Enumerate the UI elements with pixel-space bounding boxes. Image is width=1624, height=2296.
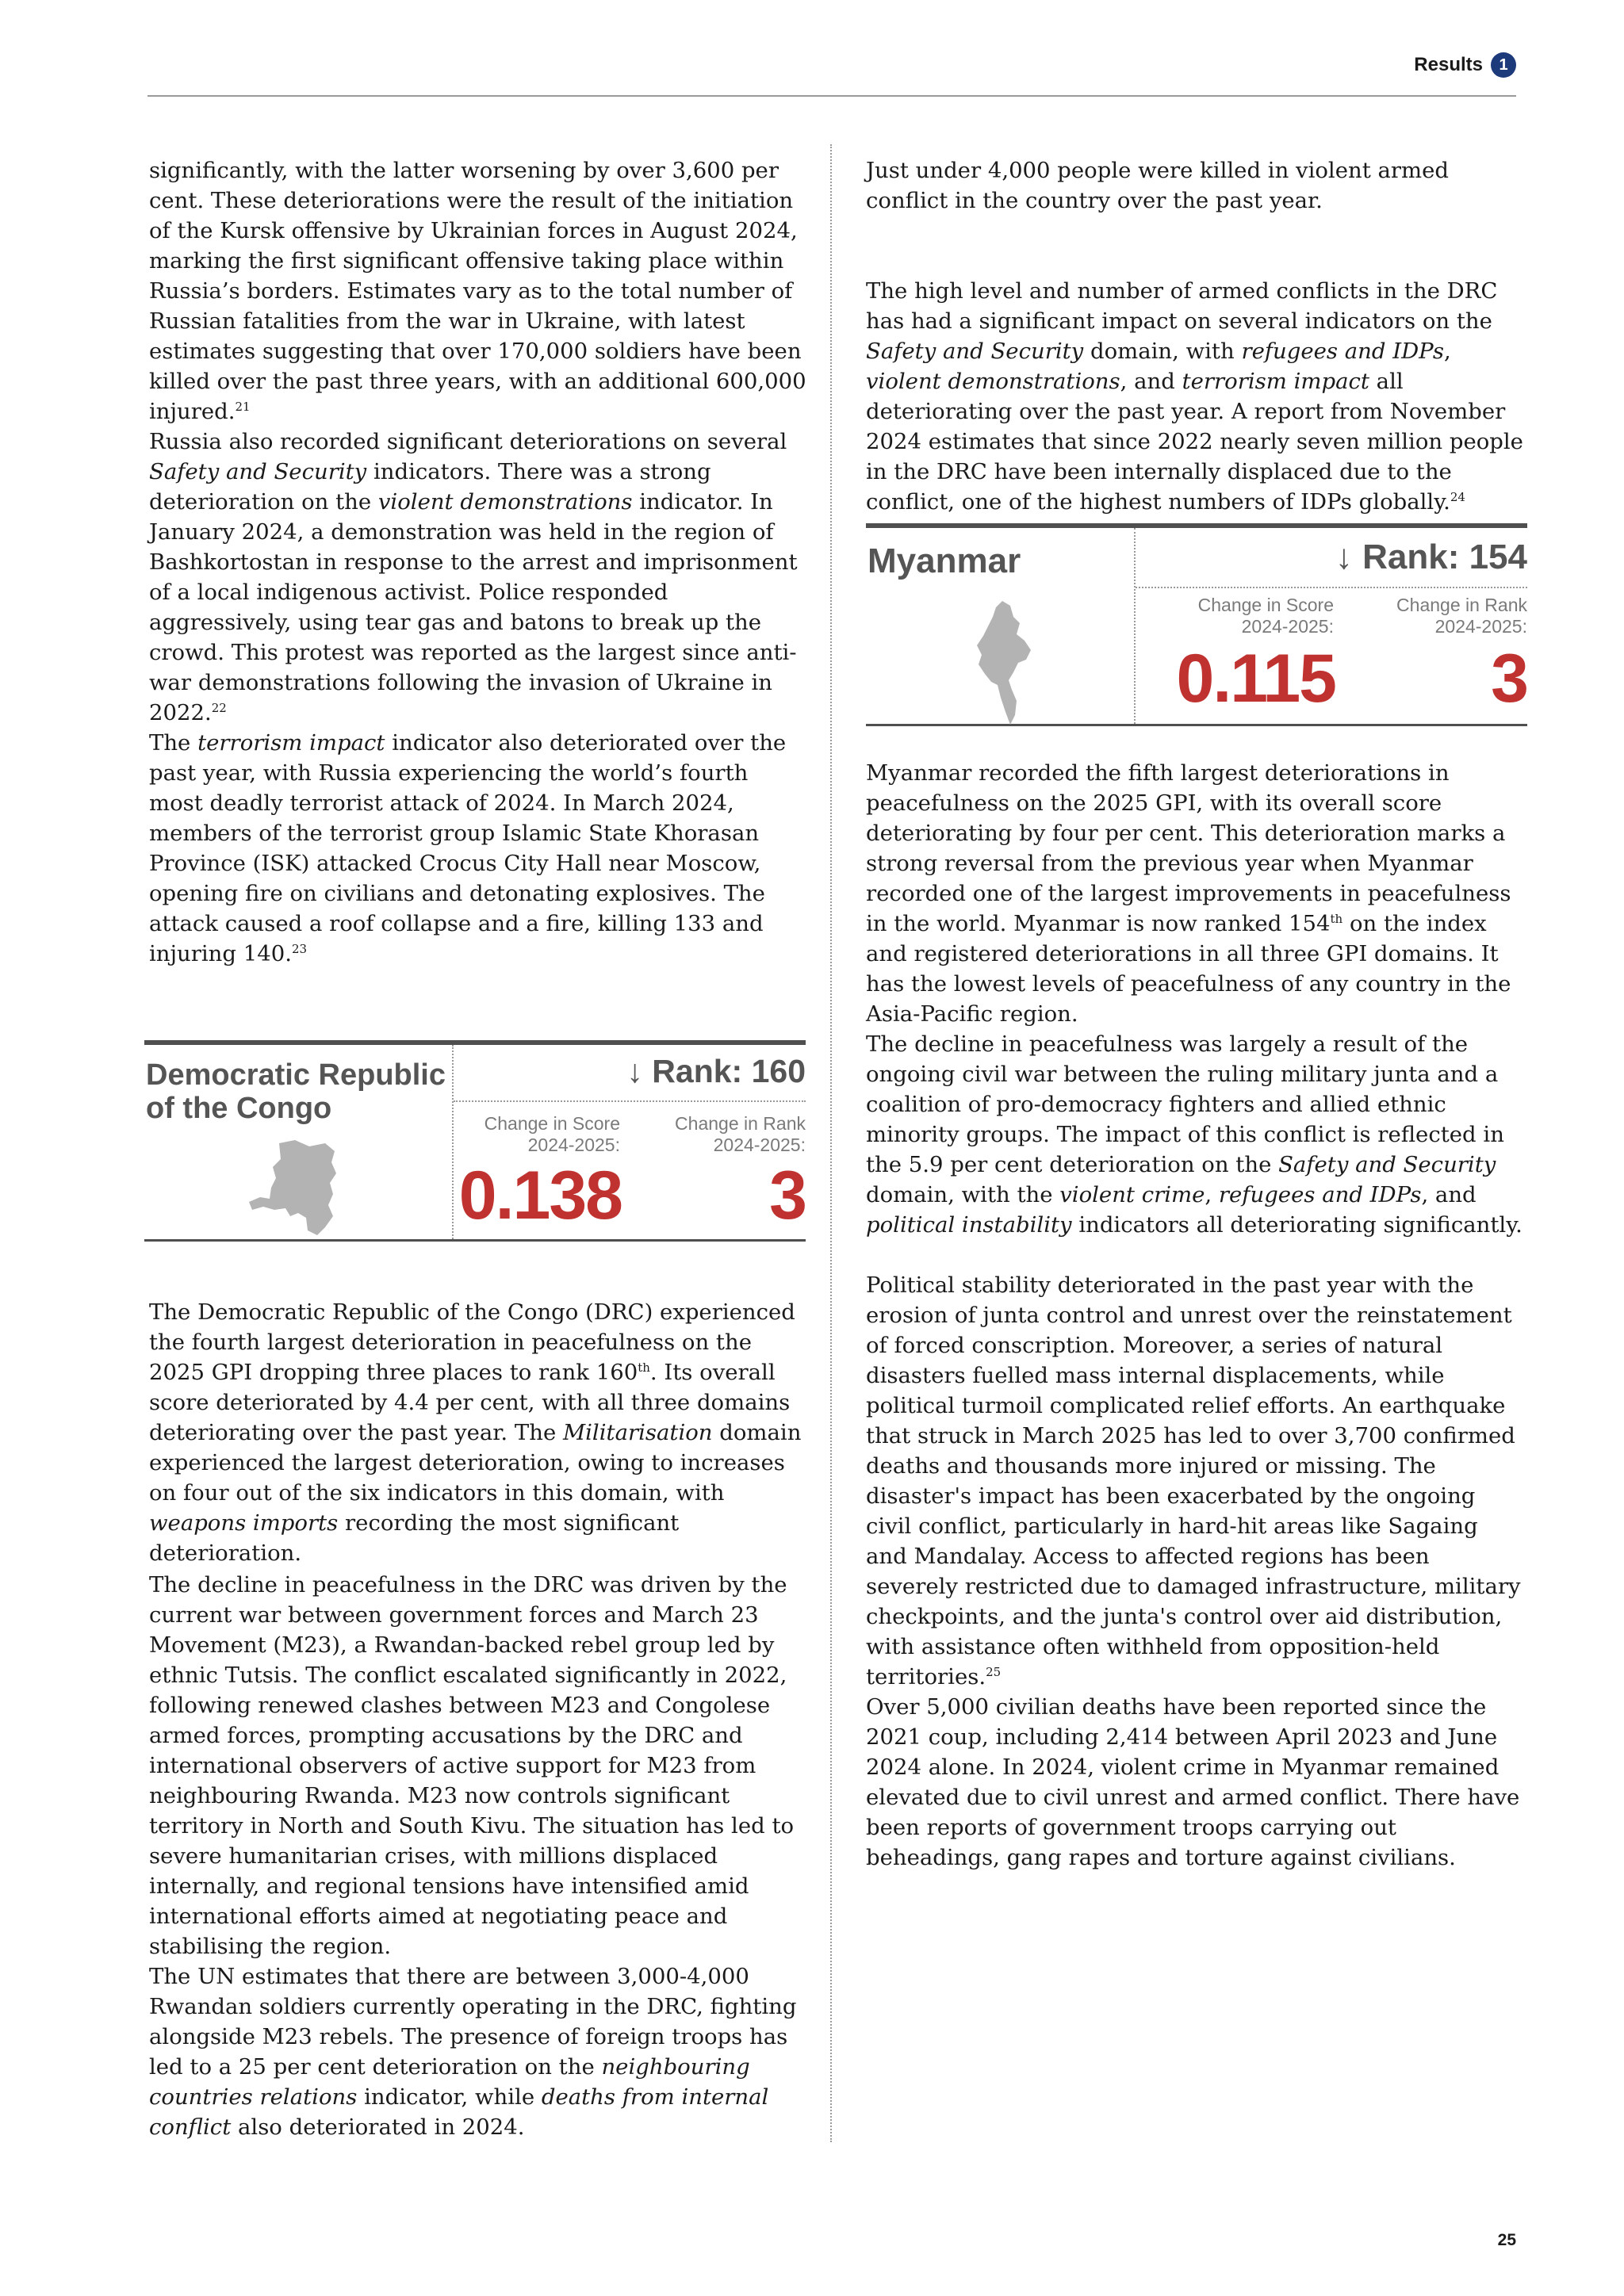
- paragraph-drc-overview: The Democratic Republic of the Congo (DRC) experienced the fourth largest deterioration in peacefulness on the 2025 GPI dropping three places to rank 160th. Its overall score deteriorated by 4.4 per cent, with all three domains deteriorating over the past year. The Militarisation domain experienced the largest deterioration, owing to increases on four out of the six indicators in this domain, with weapons imports recording the most significant deterioration.: [149, 1299, 802, 1566]
- drc-map-icon: [247, 1138, 343, 1237]
- score-change-value: 0.138: [458, 1158, 622, 1234]
- card-country-name: Democratic Republic of the Congo: [146, 1058, 446, 1125]
- section-label: Results: [1414, 54, 1483, 75]
- paragraph-myanmar-civilian-deaths: Over 5,000 civilian deaths have been reported since the 2021 coup, including 2,414 between April 2023 and June 2024 alone. In 2024, violent crime in Myanmar remained elevated due to civil unrest and armed conflict. There have been reports of government troops carrying out beheadings, gang rapes and torture against civilians.: [866, 1694, 1520, 1870]
- paragraph-myanmar-civil-war: The decline in peacefulness was largely a result of the ongoing civil war between the ruling military junta and a coalition of pro-democracy fighters and allied ethnic minority groups. The impact of this conflict is reflected in the 5.9 per cent deterioration on the Safety and Security domain, with the violent crime, refugees and IDPs, and political instability indicators all deteriorating significantly.: [866, 1031, 1522, 1238]
- paragraph-myanmar-overview: Myanmar recorded the fifth largest deteriorations in peacefulness on the 2025 GPI, with its overall score deteriorating by four per cent. This deterioration marks a strong reversal from the previous year when Myanmar recorded one of the largest improvements in peacefulness in the world. Myanmar is now ranked 154th on the index and registered deteriorations in all three GPI domains. It has the lowest levels of peacefulness of any country in the Asia-Pacific region.: [866, 760, 1511, 1027]
- column-divider: [830, 144, 832, 2142]
- page-number: 25: [1497, 2231, 1516, 2249]
- rank-change-value: 3: [769, 1158, 806, 1234]
- myanmar-map-icon: [974, 599, 1034, 726]
- card-rank: ↓ Rank: 154: [1335, 538, 1527, 576]
- paragraph-drc-m23: The decline in peacefulness in the DRC was driven by the current war between government forces and March 23 Movement (M23), a Rwandan-backed rebel group led by ethnic Tutsis. The conflict escalated significantly in 2022, following renewed clashes between M23 and Congolese armed forces, prompting accusations by the DRC and international observers of active support for M23 from neighbouring Rwanda. M23 now controls significant territory in North and South Kivu. The situation has led to severe humanitarian crises, with millions displaced internally, and regional tensions have intensified amid international efforts aimed at negotiating peace and stabilising the region.: [149, 1572, 795, 1959]
- paragraph-russia-terrorism: The terrorism impact indicator also deteriorated over the past year, with Russia experiencing the world’s fourth most deadly terrorist attack of 2024. In March 2024, members of the terrorist group Islamic State Khorasan Province (ISK) attacked Crocus City Hall near Moscow, opening fire on civilians and detonating explosives. The attack caused a roof collapse and a fire, killing 133 and injuring 140.23: [149, 730, 787, 966]
- page-header: [147, 49, 1516, 97]
- paragraph-myanmar-earthquake: Political stability deteriorated in the past year with the erosion of junta control and unrest over the reinstatement of forced conscription. Moreover, a series of natural disasters fuelled mass internal displacements, while political turmoil complicated relief efforts. An earthquake that struck in March 2025 has led to over 3,700 confirmed deaths and thousands more injured or missing. The disaster's impact has been exacerbated by the ongoing civil conflict, particularly in hard-hit areas like Sagaing and Mandalay. Access to affected regions has been severely restricted due to damaged infrastructure, military checkpoints, and the junta's control over aid distribution, with assistance often withheld from opposition-held territories.$^{25}$: [866, 1272, 1521, 1689]
- country-card-myanmar: [866, 523, 1527, 726]
- score-change-label: Change in Score 2024-2025:: [1197, 595, 1334, 637]
- paragraph-drc-safety: The high level and number of armed conflicts in the DRC has had a significant impact on several indicators on the Safety and Security domain, with refugees and IDPs, violent demonstrations, and terrorism impact all deteriorating over the past year. A report from November 2024 estimates that since 2022 nearly seven million people in the DRC have been internally displaced due to the conflict, one of the highest numbers of IDPs globally.$^{24}$: [866, 278, 1523, 515]
- paragraph-russia-demonstrations: Russia also recorded significant deteriorations on several Safety and Security indicators. There was a strong deterioration on the violent demonstrations indicator. In January 2024, a demonstration was held in the region of Bashkortostan in response to the arrest and imprisonment of a local indigenous activist. Police responded aggressively, using tear gas and batons to break up the crowd. This protest was reported as the largest since anti-war demonstrations following the invasion of Ukraine in 2022.22: [149, 429, 798, 725]
- paragraph-russia-fatalities: significantly, with the latter worsening by over 3,600 per cent. These deteriorations were the result of the initiation of the Kursk offensive by Ukrainian forces in August 2024, marking the first significant offensive taking place within Russia’s borders. Estimates vary as to the total number of Russian fatalities from the war in Ukraine, with latest estimates suggesting that over 170,000 soldiers have been killed over the past three years, with an additional 600,000 injured.$^{21}$: [149, 158, 806, 424]
- card-country-name: Myanmar: [868, 541, 1021, 580]
- card-rank-separator: [454, 1100, 806, 1102]
- section-number-badge: 1: [1491, 52, 1516, 78]
- paragraph-drc-rwanda: The UN estimates that there are between 3,000-4,000 Rwandan soldiers currently operating in the DRC, fighting alongside M23 rebels. The presence of foreign troops has led to a 25 per cent deterioration on the neighbouring countries relations indicator, while deaths from internal conflict also deteriorated in 2024.: [149, 1964, 797, 2140]
- card-rank: ↓ Rank: 160: [626, 1053, 806, 1089]
- score-change-label: Change in Score 2024-2025:: [484, 1113, 620, 1155]
- country-card-drc: [144, 1040, 806, 1242]
- rank-change-label: Change in Rank 2024-2025:: [1396, 595, 1527, 637]
- score-change-value: 0.115: [1176, 641, 1335, 717]
- rank-change-label: Change in Rank 2024-2025:: [675, 1113, 806, 1155]
- card-rank-separator: [1136, 587, 1527, 588]
- rank-change-value: 3: [1491, 641, 1527, 717]
- paragraph-drc-deaths: Just under 4,000 people were killed in violent armed conflict in the country over the past year.: [866, 158, 1449, 213]
